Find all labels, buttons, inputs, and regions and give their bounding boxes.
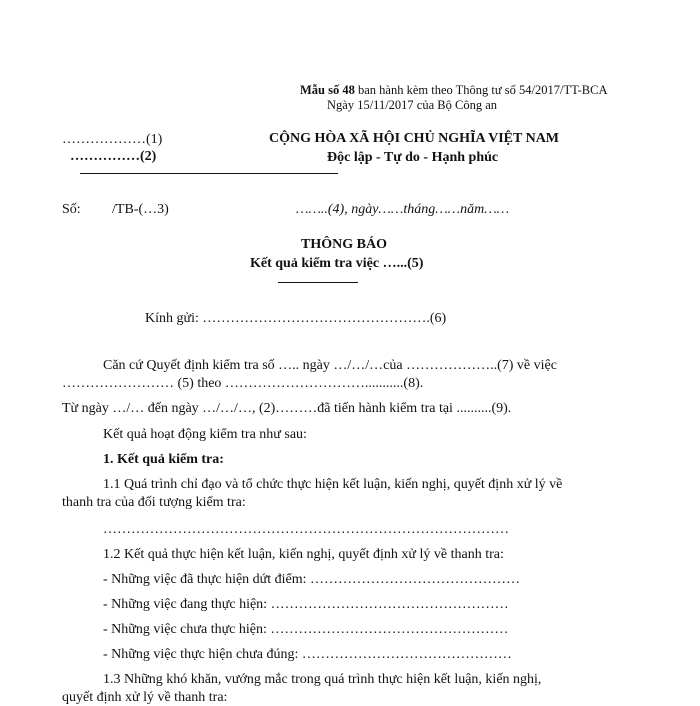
- header-divider: [80, 173, 338, 174]
- document-number: /TB-(…3): [112, 202, 169, 217]
- form-note-line1: [300, 83, 607, 98]
- recipient: Kính gửi: ………………………………………….(6): [145, 311, 447, 326]
- item-1-1-dots: ……………………………………………………………………………: [103, 522, 509, 537]
- country-name: CỘNG HÒA XÃ HỘI CHỦ NGHĨA VIỆT NAM: [269, 131, 560, 146]
- form-note-text: ban hành kèm theo Thông tư số 54/2017/TT-BCA: [354, 83, 608, 97]
- inspection-period: Từ ngày …/… đến ngày …/…/…, (2)………đã tiến hành kiểm tra tại ..........(9).: [62, 401, 512, 416]
- section-1-heading: 1. Kết quả kiểm tra:: [103, 452, 224, 467]
- bullet-completed: - Những việc đã thực hiện dứt điểm: ………………………………………: [103, 572, 521, 587]
- form-note-line2: Ngày 15/11/2017 của Bộ Công an: [327, 98, 498, 112]
- basis-line-2: …………………… (5) theo …………………………...........(8).: [62, 376, 424, 391]
- document-number-label: Số:: [62, 202, 81, 217]
- item-1-1-line-1: 1.1 Quá trình chỉ đạo và tổ chức thực hiện kết luận, kiến nghị, quyết định xử lý về: [103, 477, 563, 492]
- form-number: Mẫu số 48: [300, 83, 355, 97]
- document-title: THÔNG BÁO: [301, 237, 387, 252]
- item-1-3-line-2: quyết định xử lý về thanh tra:: [62, 690, 228, 705]
- title-underline: [278, 282, 358, 283]
- agency-line-1: ………………(1): [62, 132, 163, 147]
- results-intro: Kết quả hoạt động kiểm tra như sau:: [103, 427, 307, 442]
- item-1-3-line-1: 1.3 Những khó khăn, vướng mắc trong quá trình thực hiện kết luận, kiến nghị,: [103, 672, 542, 687]
- bullet-not-done: - Những việc chưa thực hiện: ……………………………………………: [103, 622, 509, 637]
- basis-line-1: Căn cứ Quyết định kiểm tra số ….. ngày …/…/…của ………………..(7) về việc: [103, 358, 557, 373]
- bullet-incorrect: - Những việc thực hiện chưa đúng: ………………………………………: [103, 647, 512, 662]
- bullet-in-progress: - Những việc đang thực hiện: ……………………………………………: [103, 597, 509, 612]
- item-1-1-line-2: thanh tra của đối tượng kiểm tra:: [62, 495, 246, 510]
- agency-line-2: ……………(2): [70, 149, 157, 164]
- place-date: ……..(4), ngày……tháng……năm……: [296, 202, 510, 217]
- document-subtitle: Kết quả kiểm tra việc …...(5): [250, 256, 424, 271]
- national-motto: Độc lập - Tự do - Hạnh phúc: [327, 150, 499, 165]
- item-1-2-heading: 1.2 Kết quả thực hiện kết luận, kiến nghị, quyết định xử lý về thanh tra:: [103, 547, 504, 562]
